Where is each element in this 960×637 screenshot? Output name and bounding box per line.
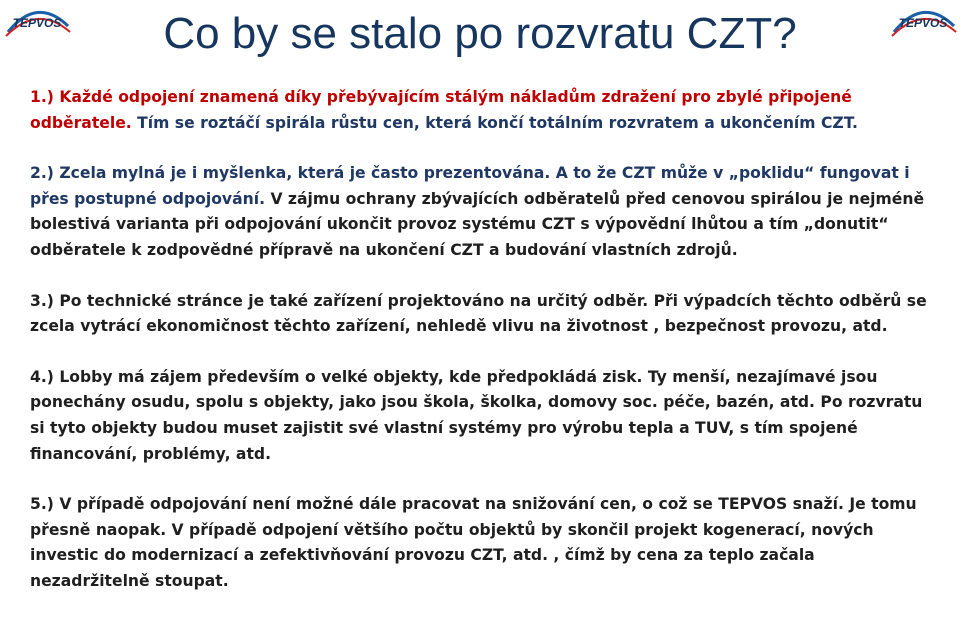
point-text-part2: Ty menší, nezajímavé jsou ponechány osudu, spolu s objekty, jako jsou škola, školka, domovy soc. péče, bazén, atd. Po rozvratu si tyto objekty budou muset zajistit své vlastní systémy pro výrobu tepla a TUV, s tím spojené financování, problémy, atd. [30,367,923,463]
slide-body [30,85,935,620]
point-number: 5.) [30,495,54,514]
point-text-part1: Každé odpojení znamená díky přebývajícím stálým nákladům zdražení pro zbylé připojené odběratele. [30,88,852,132]
point-number: 3.) [30,291,54,310]
point-2 [30,161,935,263]
point-3 [30,289,935,340]
point-text-part2: Je tomu přesně naopak. V případě odpojení většího počtu objektů by skončil projekt kogenerací, nových investic do modernizací a zefektivňování provozu CZT, atd. , čímž by cena za teplo začala nezadržitelně stoupat. [30,495,917,590]
page-title: Co by se stalo po rozvratu CZT? [163,9,797,58]
logo-text: TEPVOS [898,16,948,30]
point-text-part1: Zcela mylná je i myšlenka, která je často prezentována. A to že CZT může v „poklidu“ fungovat i přes postupné odpojování. [30,164,910,208]
point-text-part1: V případě odpojování není možné dále pracovat na snižování cen, o což se TEPVOS snaží. [59,495,844,514]
point-text-part1: Po technické stránce je také zařízení projektováno na určitý odběr. [59,291,649,310]
point-4 [30,365,935,467]
point-number: 4.) [30,367,54,386]
point-1 [30,85,935,136]
point-text-part2: Tím se roztáčí spirála růstu cen, která končí totálním rozvratem a ukončením CZT. [137,113,858,132]
point-text-part1: Lobby má zájem především o velké objekty, kde předpokládá zisk. [59,367,643,386]
point-5 [30,492,935,594]
point-number: 1.) [30,88,54,106]
point-text-part2: V zájmu ochrany zbývajících odběratelů před cenovou spirálou je nejméně bolestivá varianta při odpojování ukončit provoz systému CZT s výpovědní lhůtou a tím „donutit“ odběratele k zodpovědné přípravě na ukončení CZT a budování vlastních zdrojů. [30,189,925,259]
point-text-part2: Při výpadcích těchto odběrů se zcela vytrácí ekonomičnost těchto zařízení, nehledě vlivu na životnost , bezpečnost provozu, atd. [30,291,927,336]
logo-text: TEPVOS [12,16,62,30]
point-number: 2.) [30,164,54,183]
